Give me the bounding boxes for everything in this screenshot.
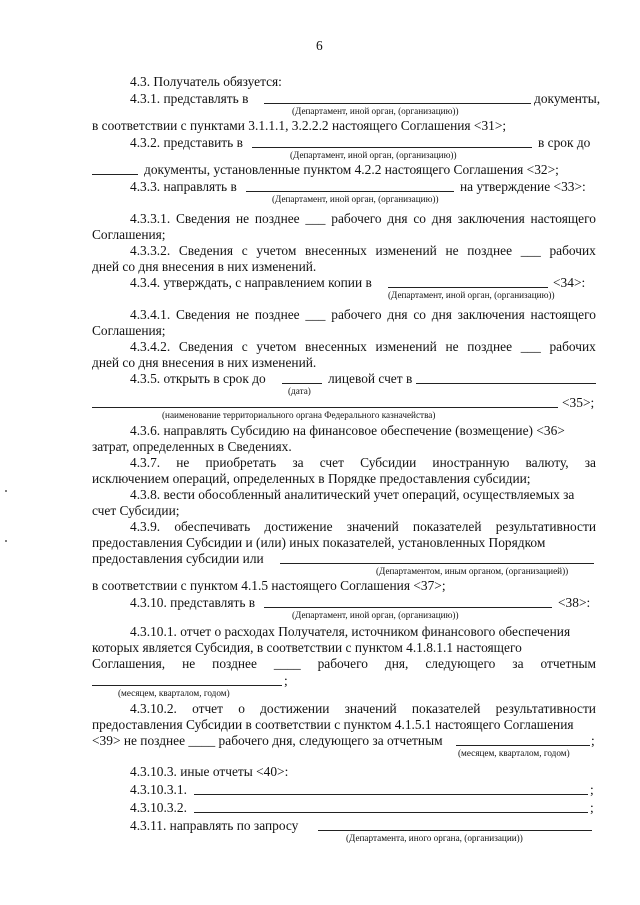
word: значений [344, 701, 397, 716]
word: позднее [467, 339, 513, 354]
word: учетом [256, 243, 297, 258]
clause-4-3-3-end: на утверждение <33>: [460, 179, 586, 194]
clause-4-3-10-2 [130, 701, 596, 717]
clause-4-3-2-start: 4.3.2. представить в [130, 135, 243, 150]
clause-4-3-10-start: 4.3.10. представлять в [130, 595, 256, 610]
word: ___ [520, 339, 541, 354]
word: Сведения [178, 339, 234, 354]
word: с [241, 339, 248, 354]
word: отчет [192, 701, 223, 716]
clause-4-3-4-1 [130, 307, 596, 323]
clause-4-3-5-end: <35>; [562, 395, 595, 410]
clause-4-3-4-start: 4.3.4. утверждать, с направлением копии в [130, 275, 372, 290]
word: внесенных [304, 339, 367, 354]
word: результативности [495, 701, 596, 716]
clause-4-3-1-continuation: в соответствии с пунктами 3.1.1.1, 3.2.2.2 настоящего Соглашения <31>; [92, 118, 507, 133]
clause-4-3-9-line3: предоставления субсидии или [92, 551, 264, 566]
word: отчетным [540, 656, 596, 671]
word: со [413, 307, 426, 322]
clause-4-3-4-2 [130, 339, 596, 355]
word: позднее [467, 243, 513, 258]
word: не [176, 455, 190, 470]
blank-line [252, 147, 532, 148]
blank-line [318, 830, 592, 831]
word: 4.3.3.2. [130, 243, 171, 258]
word: изменений [375, 243, 437, 258]
word: валюту, [525, 455, 569, 470]
word: за [292, 455, 304, 470]
caption-treasury: (наименование территориального органа Федерального казначейства) [162, 410, 436, 420]
blank-line [92, 685, 282, 686]
word: результативности [495, 519, 596, 534]
word: дня, [384, 656, 409, 671]
word: изменений [375, 339, 437, 354]
word: настоящего [530, 211, 596, 226]
blank-line [416, 383, 596, 384]
clause-4-3-10-1-line2: которых является Субсидия, в соответствии с пунктом 4.1.8.1.1 настоящего [92, 640, 522, 655]
word: 4.3.7. [130, 455, 161, 470]
clause-4-3-3-1 [130, 211, 596, 227]
page-number: 6 [316, 38, 323, 53]
caption-organization: (Департамент, иной орган, (организацию)) [290, 150, 457, 160]
word: показателей [411, 701, 481, 716]
clause-4-3-6-start: 4.3.6. направлять Субсидию на финансовое обеспечение (возмещение) <36> [130, 423, 565, 438]
word: со [413, 211, 426, 226]
blank-line [92, 174, 138, 175]
word: 4.3.10.2. [130, 701, 177, 716]
word: настоящего [530, 307, 596, 322]
clause-4-3-3-1-end: Соглашения; [92, 227, 166, 242]
clause-4-3-2-continuation: документы, установленные пунктом 4.2.2 настоящего Соглашения <32>; [144, 162, 559, 177]
word: ___ [520, 243, 541, 258]
word: 4.3.4.2. [130, 339, 171, 354]
clause-4-3-5-start: 4.3.5. открыть в срок до [130, 371, 266, 386]
word: рабочего [317, 656, 368, 671]
scan-artifact [5, 490, 7, 492]
word: обеспечивать [174, 519, 251, 534]
word: рабочих [549, 339, 596, 354]
word: дня [431, 211, 452, 226]
word: Соглашения, [92, 656, 166, 671]
blank-line [194, 794, 588, 795]
word: Сведения [178, 243, 234, 258]
word: дня [431, 307, 452, 322]
clause-4-3-10-2-end: ; [591, 733, 595, 748]
clause-4-3-9-end: в соответствии с пунктом 4.1.5 настоящего Соглашения <37>; [92, 578, 446, 593]
word: не [235, 211, 250, 226]
section-heading: 4.3. Получатель обязуется: [130, 74, 282, 89]
caption-organization: (Департамент, иной орган, (организацию)) [292, 106, 459, 116]
word: приобретать [205, 455, 277, 470]
clause-4-3-10-3-2: 4.3.10.3.2. [130, 800, 187, 815]
word: рабочего [331, 307, 382, 322]
caption-period: (месяцем, кварталом, годом) [118, 688, 230, 698]
word: следующего [425, 656, 496, 671]
caption-date: (дата) [288, 386, 311, 396]
word: ___ [305, 211, 326, 226]
caption-organization: (Департамент, иной орган, (организацию)) [272, 194, 439, 204]
clause-4-3-2-deadline: в срок до [538, 135, 591, 150]
word: достижение [264, 519, 333, 534]
caption-organization: (Департамент, иной орган, (организацию)) [388, 290, 555, 300]
clause-4-3-1-start: 4.3.1. представлять в [130, 91, 249, 106]
word: Субсидии [360, 455, 417, 470]
scan-artifact [5, 540, 7, 542]
blank-line [388, 287, 548, 288]
clause-4-3-3-2 [130, 243, 596, 259]
clause-4-3-10-1-line3 [92, 656, 596, 672]
word: 4.3.4.1. [130, 307, 171, 322]
blank-line [456, 745, 590, 746]
blank-line [264, 607, 552, 608]
caption-organization: (Департаментом, иным органом, (организацией)) [376, 566, 569, 576]
word: за [512, 656, 524, 671]
word: заключения [457, 211, 525, 226]
caption-period: (месяцем, кварталом, годом) [458, 748, 570, 758]
blank-line [246, 191, 454, 192]
word: 4.3.9. [130, 519, 161, 534]
clause-4-3-9 [130, 519, 596, 535]
clause-4-3-5-account: лицевой счет в [328, 371, 413, 386]
clause-4-3-10-3-1-end: ; [590, 782, 594, 797]
clause-4-3-4-1-end: Соглашения; [92, 323, 166, 338]
word: позднее [212, 656, 257, 671]
word: учетом [256, 339, 297, 354]
word: заключения [457, 307, 525, 322]
clause-4-3-10-end: <38>: [558, 595, 591, 610]
clause-4-3-10-3-2-end: ; [590, 800, 594, 815]
clause-4-3-11: 4.3.11. направлять по запросу [130, 818, 299, 833]
clause-4-3-7-end: исключением операций, определенных в Порядке предоставления субсидии; [92, 471, 531, 486]
word: с [241, 243, 248, 258]
blank-line [264, 103, 531, 104]
clause-4-3-4-2-end: дней со дня внесения в них изменений. [92, 355, 317, 370]
word: дня [387, 307, 408, 322]
blank-line-date [282, 383, 322, 384]
word: счет [319, 455, 344, 470]
clause-4-3-7 [130, 455, 596, 471]
word: не [445, 243, 459, 258]
blank-line [92, 407, 558, 408]
word: значений [346, 519, 399, 534]
clause-4-3-10-1-line1: 4.3.10.1. отчет о расходах Получателя, источником финансового обеспечения [130, 624, 571, 639]
clause-4-3-8-start: 4.3.8. вести обособленный аналитический учет операций, осуществляемых за [130, 487, 575, 502]
clause-4-3-10-1-end: ; [284, 673, 288, 688]
word: рабочего [331, 211, 382, 226]
word: ____ [273, 656, 301, 671]
clause-4-3-10-2-line3: <39> не позднее ____ рабочего дня, следующего за отчетным [92, 733, 443, 748]
word: рабочих [549, 243, 596, 258]
word: ___ [305, 307, 326, 322]
word: иностранную [432, 455, 510, 470]
word: не [445, 339, 459, 354]
word: дня [387, 211, 408, 226]
clause-4-3-10-2-line2: предоставления Субсидии в соответствии с пунктом 4.1.5.1 настоящего Соглашения [92, 717, 574, 732]
word: достижении [260, 701, 330, 716]
clause-4-3-6-end: затрат, определенных в Сведениях. [92, 439, 292, 454]
clause-4-3-10-3-1: 4.3.10.3.1. [130, 782, 187, 797]
word: не [235, 307, 250, 322]
clause-4-3-3-start: 4.3.3. направлять в [130, 179, 237, 194]
word: позднее [254, 307, 300, 322]
word: о [238, 701, 245, 716]
clause-4-3-1-end: документы, [534, 91, 601, 106]
clause-4-3-10-3: 4.3.10.3. иные отчеты <40>: [130, 764, 289, 779]
blank-line [194, 812, 588, 813]
word: 4.3.3.1. [130, 211, 171, 226]
clause-4-3-3-2-end: дней со дня внесения в них изменений. [92, 259, 317, 274]
clause-4-3-8-end: счет Субсидии; [92, 503, 180, 518]
word: Сведения [175, 211, 231, 226]
word: за [584, 455, 596, 470]
word: Сведения [175, 307, 231, 322]
word: не [182, 656, 196, 671]
caption-organization: (Департамента, иного органа, (организации)) [346, 833, 523, 843]
word: внесенных [304, 243, 367, 258]
caption-organization: (Департамент, иной орган, (организацию)) [292, 610, 459, 620]
blank-line [280, 563, 594, 564]
clause-4-3-9-line2: предоставления Субсидии и (или) иных показателей, установленных Порядком [92, 535, 546, 550]
clause-4-3-4-end: <34>: [553, 275, 586, 290]
word: позднее [254, 211, 300, 226]
word: показателей [412, 519, 482, 534]
